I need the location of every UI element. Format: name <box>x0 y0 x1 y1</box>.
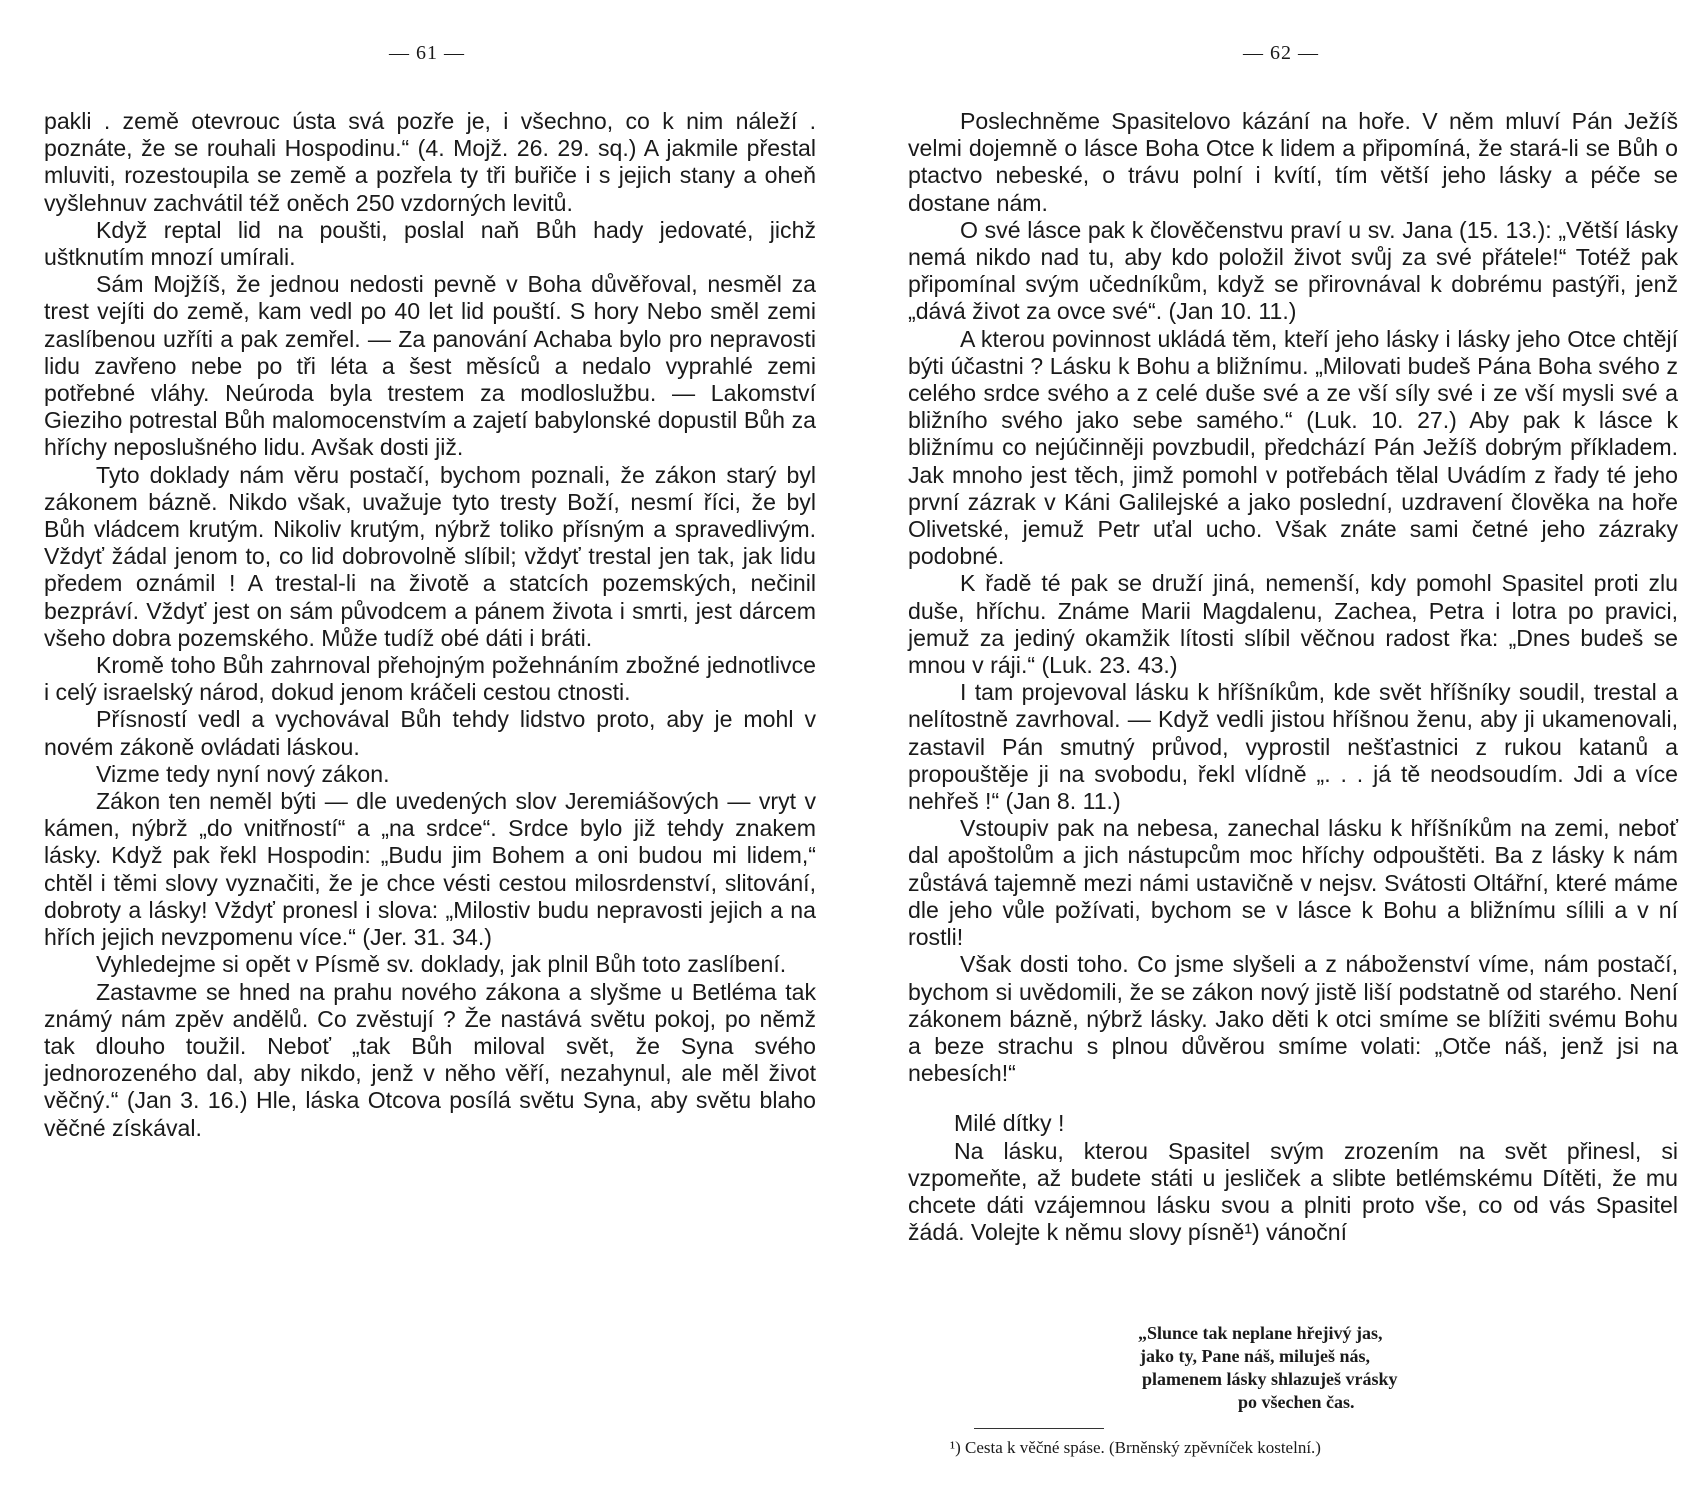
paragraph: A kterou povinnost ukládá těm, kteří jeho lásky i lásky jeho Otce chtějí býti účastni ? Lásku k Bohu a bližnímu. „Milovati budeš Pána Boha svého z celého srdce svého a z celé duše své a ze vší síly své i ze vší mysli své a bližního svého jako sebe samého.“ (Luk. 10. 27.) Aby pak k lásce k bližnímu co nejúčinněji povzbudil, předchází Pán Ježíš dobrým příkladem. Jak mnoho jest těch, jimž pomohl v potřebách tělal Uvádím z řady té jeho první zázrak v Káni Galilejské a jako poslední, uzdravení člověka na hoře Olivetské, jemuž Petr uťal ucho. Však znáte sami četné jeho zázraky podobné. <box>908 325 1678 570</box>
paragraph: K řadě té pak se druží jiná, nemenší, kdy pomohl Spasitel proti zlu duše, hříchu. Známe Marii Magdalenu, Zachea, Petra i lotra po pravici, jemuž za jediný okamžik lítosti slíbil věčnou radost řka: „Dnes budeš se mnou v ráji.“ (Luk. 23. 43.) <box>908 570 1678 679</box>
page-body <box>44 108 816 1142</box>
poem-stanza <box>1138 1322 1468 1414</box>
paragraph: Přísností vedl a vychovával Bůh tehdy lidstvo proto, aby je mohl v novém zákoně ovládati láskou. <box>44 706 816 760</box>
right-page <box>854 0 1708 1500</box>
paragraph: Poslechněme Spasitelovo kázání na hoře. V něm mluví Pán Ježíš velmi dojemně o lásce Boha Otce k lidem a připomíná, že stará-li se Bůh o ptactvo nebeské, o trávu polní i kvítí, tím větší jeho lásky a péče se dostane nám. <box>908 108 1678 216</box>
greeting: Milé dítky ! <box>954 1110 1065 1137</box>
paragraph: Vstoupiv pak na nebesa, zanechal lásku k hříšníkům na zemi, neboť dal apoštolům a jich nástupcům moc hříchy odpouštěti. Ba z lásky k nám zůstává tajemně mezi námi ustavičně v nejsv. Svátosti Oltářní, které máme dle jeho vůle požívati, bychom se v lásce k Bohu a bližnímu sílili a v ní rostli! <box>908 815 1678 951</box>
poem-line: jako ty, Pane náš, miluješ nás, <box>1140 1346 1371 1366</box>
paragraph: Sám Mojžíš, že jednou nedosti pevně v Boha důvěřoval, nesměl za trest vejíti do země, kam vedl po 40 let lid pouští. S hory Nebo směl zemi zaslíbenou uzříti a pak zemřel. — Za panování Achaba bylo pro nepravosti lidu zavřeno nebe po tři léta a šest měsíců a nedalo vyprahlé zemi potřebné vláhy. Neúroda byla trestem za modloslužbu. — Lakomství Gieziho potrestal Bůh malomocenstvím a zajetí babylonské dopustil Bůh za hříchy neposlušného lidu. Avšak dosti již. <box>44 271 816 461</box>
paragraph: Na lásku, kterou Spasitel svým zrozením na svět přinesl, si vzpomeňte, až budete státi u jesliček a slibte betlémskému Dítěti, že mu chcete dáti vzájemnou lásku svou a plniti proto vše, co od vás Spasitel žádá. Volejte k němu slovy písně¹) vánoční <box>908 1137 1678 1246</box>
paragraph: O své lásce pak k člověčenstvu praví u sv. Jana (15. 13.): „Větší lásky nemá nikdo nad tu, aby kdo položil život svůj za své přátele!“ Totéž pak připomínal svým učedníkům, když se přirovnával k dobrému pastýři, jenž „dává život za ovce své“. (Jan 10. 11.) <box>908 216 1678 325</box>
page-body <box>908 108 1678 1246</box>
page-number: — 61 — <box>389 42 465 64</box>
paragraph: Tyto doklady nám věru postačí, bychom poznali, že zákon starý byl zákonem bázně. Nikdo však, uvažuje tyto tresty Boží, nesmí říci, že byl Bůh vládcem krutým. Nikoliv krutým, nýbrž toliko přísným a spravedlivým. Vždyť žádal jenom to, co lid dobrovolně slíbil; vždyť trestal jen tak, jak lidu předem oznámil ! A trestal-li na životě a statcích pozemských, nečinil bezpráví. Vždyť jest on sám původcem a pánem života i smrti, jest dárcem všeho dobra pozemského. Může tudíž obé dáti i bráti. <box>44 461 816 651</box>
poem-line: „Slunce tak neplane hřejivý jas, <box>1138 1323 1383 1343</box>
footnote-divider <box>974 1428 1104 1429</box>
paragraph: Zastavme se hned na prahu nového zákona a slyšme u Betléma tak známý nám zpěv andělů. Co zvěstují ? Že nastává světu pokoj, po němž tak dlouho toužil. Neboť „tak Bůh miloval svět, že Syna svého jednorozeného dal, aby nikdo, jenž v něho věří, nezahynul, ale měl život věčný.“ (Jan 3. 16.) Hle, láska Otcova posílá světu Syna, aby světu blaho věčné získával. <box>44 978 816 1141</box>
paragraph: Však dosti toho. Co jsme slyšeli a z náboženství víme, nám postačí, bychom si uvědomili, že se zákon nový jistě liší podstatně od starého. Není zákonem bázně, nýbrž lásky. Jako děti k otci smíme se blížiti svému Bohu a beze strachu s plnou důvěrou smíme volati: „Otče náš, jenž jsi na nebesích!“ <box>908 951 1678 1087</box>
poem-line: po všechen čas. <box>1238 1392 1355 1412</box>
paragraph: Zákon ten neměl býti — dle uvedených slov Jeremiášových — vryt v kámen, nýbrž „do vnitřností“ a „na srdce“. Srdce bylo již tehdy znakem lásky. Když pak řekl Hospodin: „Budu jim Bohem a oni budou mi lidem,“ chtěl i těmi slovy vyznačiti, že je chce vésti cestou milosrdenství, slitování, dobroty a lásky! Vždyť pronesl i slova: „Milostiv budu nepravosti jejich a na hřích jejich nevzpomenu více.“ (Jer. 31. 34.) <box>44 788 816 951</box>
paragraph: Kromě toho Bůh zahrnoval přehojným požehnáním zbožné jednotlivce i celý israelský národ, dokud jenom kráčeli cestou ctnosti. <box>44 652 816 706</box>
paragraph: Vyhledejme si opět v Písmě sv. doklady, jak plnil Bůh toto zaslíbení. <box>96 951 787 978</box>
paragraph: pakli . země otevrouc ústa svá pozře je, i všechno, co k nim náleží . poznáte, že se rouhali Hospodinu.“ (4. Mojž. 26. 29. sq.) A jakmile přestal mluviti, rozestoupila se země a pozřela ty tři buřiče i s jejich stany a oheň vyšlehnuv zachvátil též oněch 250 vzdorných levitů. <box>44 108 816 216</box>
paragraph: Když reptal lid na poušti, poslal naň Bůh hady jedovaté, jichž uštknutím mnozí umírali. <box>44 216 816 271</box>
footnote: ¹) Cesta k věčné spáse. (Brněnský zpěvníček kostelní.) <box>950 1438 1321 1457</box>
paragraph: Vizme tedy nyní nový zákon. <box>96 760 390 787</box>
page-number: — 62 — <box>1243 42 1319 64</box>
poem-line: plamenem lásky shlazuješ vrásky <box>1142 1369 1398 1389</box>
paragraph: I tam projevoval lásku k hříšníkům, kde svět hříšníky soudil, trestal a nelítostně zavrhoval. — Když vedli jistou hříšnou ženu, aby ji ukamenovali, zastavil Pán smutný průvod, vyprostil nešťastnici z rukou katanů a propouštěje ji na svobodu, řekl vlídně „. . . já tě neodsoudím. Jdi a více nehřeš !“ (Jan 8. 11.) <box>908 679 1678 815</box>
